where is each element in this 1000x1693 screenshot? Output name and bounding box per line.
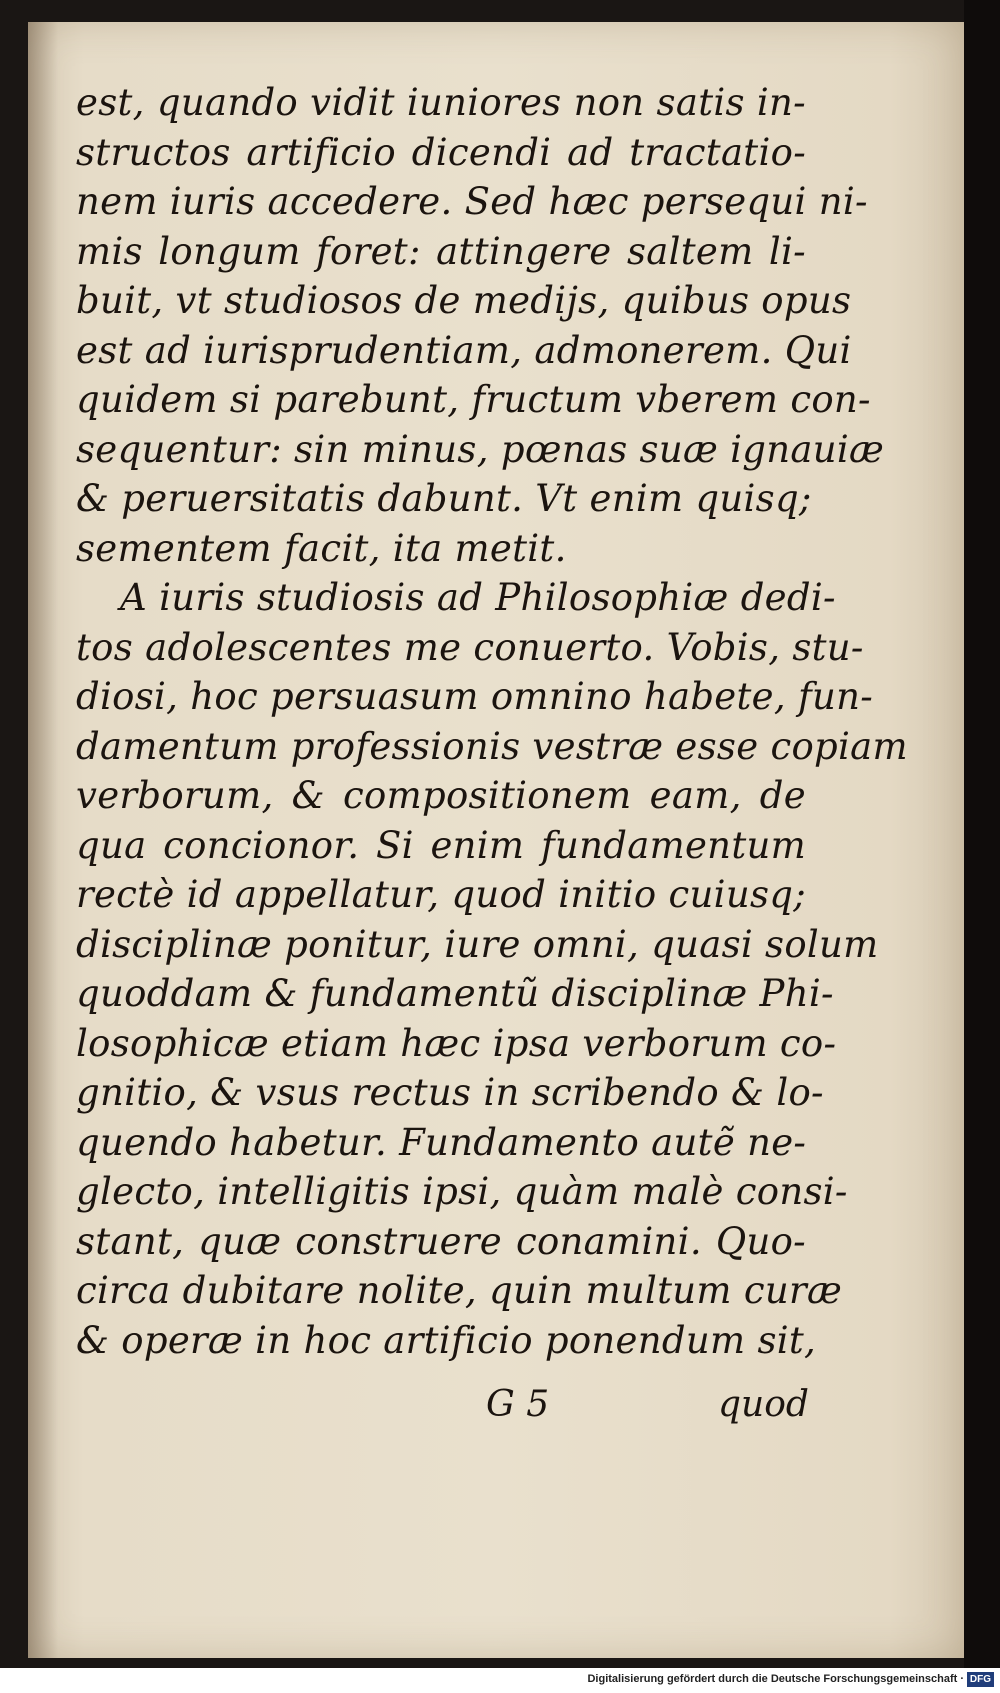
text-line: quendo habetur. Fundamento autẽ ne- <box>76 1120 807 1164</box>
page-foot <box>28 1384 964 1436</box>
text-line: nem iuris accedere. Sed hæc persequi ni- <box>76 180 868 223</box>
text-line: structos artificio dicendi ad tractatio- <box>76 130 806 174</box>
text-line: A iuris studiosis ad Philosophiæ dedi- <box>120 576 836 619</box>
text-line: & operæ in hoc artificio ponendum sit, <box>76 1318 817 1362</box>
text-line: glecto, intelligitis ipsi, quàm malè consi- <box>76 1170 848 1213</box>
text-line: disciplinæ ponitur, iure omni, quasi solum <box>76 922 879 966</box>
text-line: diosi, hoc persuasum omnino habete, fun- <box>76 675 874 718</box>
body-text <box>76 78 908 1365</box>
text-line: stant, quæ construere conamini. Quo- <box>76 1219 806 1263</box>
text-line: mis longum foret: attingere saltem li- <box>76 229 806 273</box>
book-page <box>28 22 964 1658</box>
text-line: est, quando vidit iuniores non satis in- <box>76 81 806 124</box>
text-line: verborum, & compositionem eam, de <box>76 774 806 817</box>
text-line: sementem facit, ita metit. <box>76 526 567 570</box>
text-line: damentum professionis vestræ esse copiam <box>76 724 908 768</box>
funding-notice: Digitalisierung gefördert durch die Deutsche Forschungsgemeinschaft · <box>587 1673 964 1685</box>
text-line: losophicæ etiam hæc ipsa verborum co- <box>76 1021 837 1065</box>
text-line: circa dubitare nolite, quin multum curæ <box>76 1269 843 1312</box>
text-line: quidem si parebunt, fructum vberem con- <box>76 378 871 421</box>
footer-bar <box>0 1668 1000 1693</box>
text-line: tos adolescentes me conuerto. Vobis, stu- <box>76 625 864 669</box>
signature-mark: G 5 <box>486 1384 550 1425</box>
text-line: buit, vt studiosos de medijs, quibus opus <box>76 279 852 322</box>
scan-background-edge <box>964 0 1000 1668</box>
dfg-logo-icon: DFG <box>967 1672 994 1687</box>
text-line: quoddam & fundamentũ disciplinæ Phi- <box>76 972 834 1015</box>
text-line: rectè id appellatur, quod initio cuiusq; <box>76 873 806 916</box>
text-line: & peruersitatis dabunt. Vt enim quisq; <box>76 477 812 520</box>
catchword: quod <box>718 1384 809 1425</box>
text-line: sequentur: sin minus, pœnas suæ ignauiæ <box>76 427 885 471</box>
text-line: qua concionor. Si enim fundamentum <box>76 823 806 867</box>
text-line: est ad iurisprudentiam, admonerem. Qui <box>76 328 852 372</box>
text-line: gnitio, & vsus rectus in scribendo & lo- <box>76 1071 824 1114</box>
